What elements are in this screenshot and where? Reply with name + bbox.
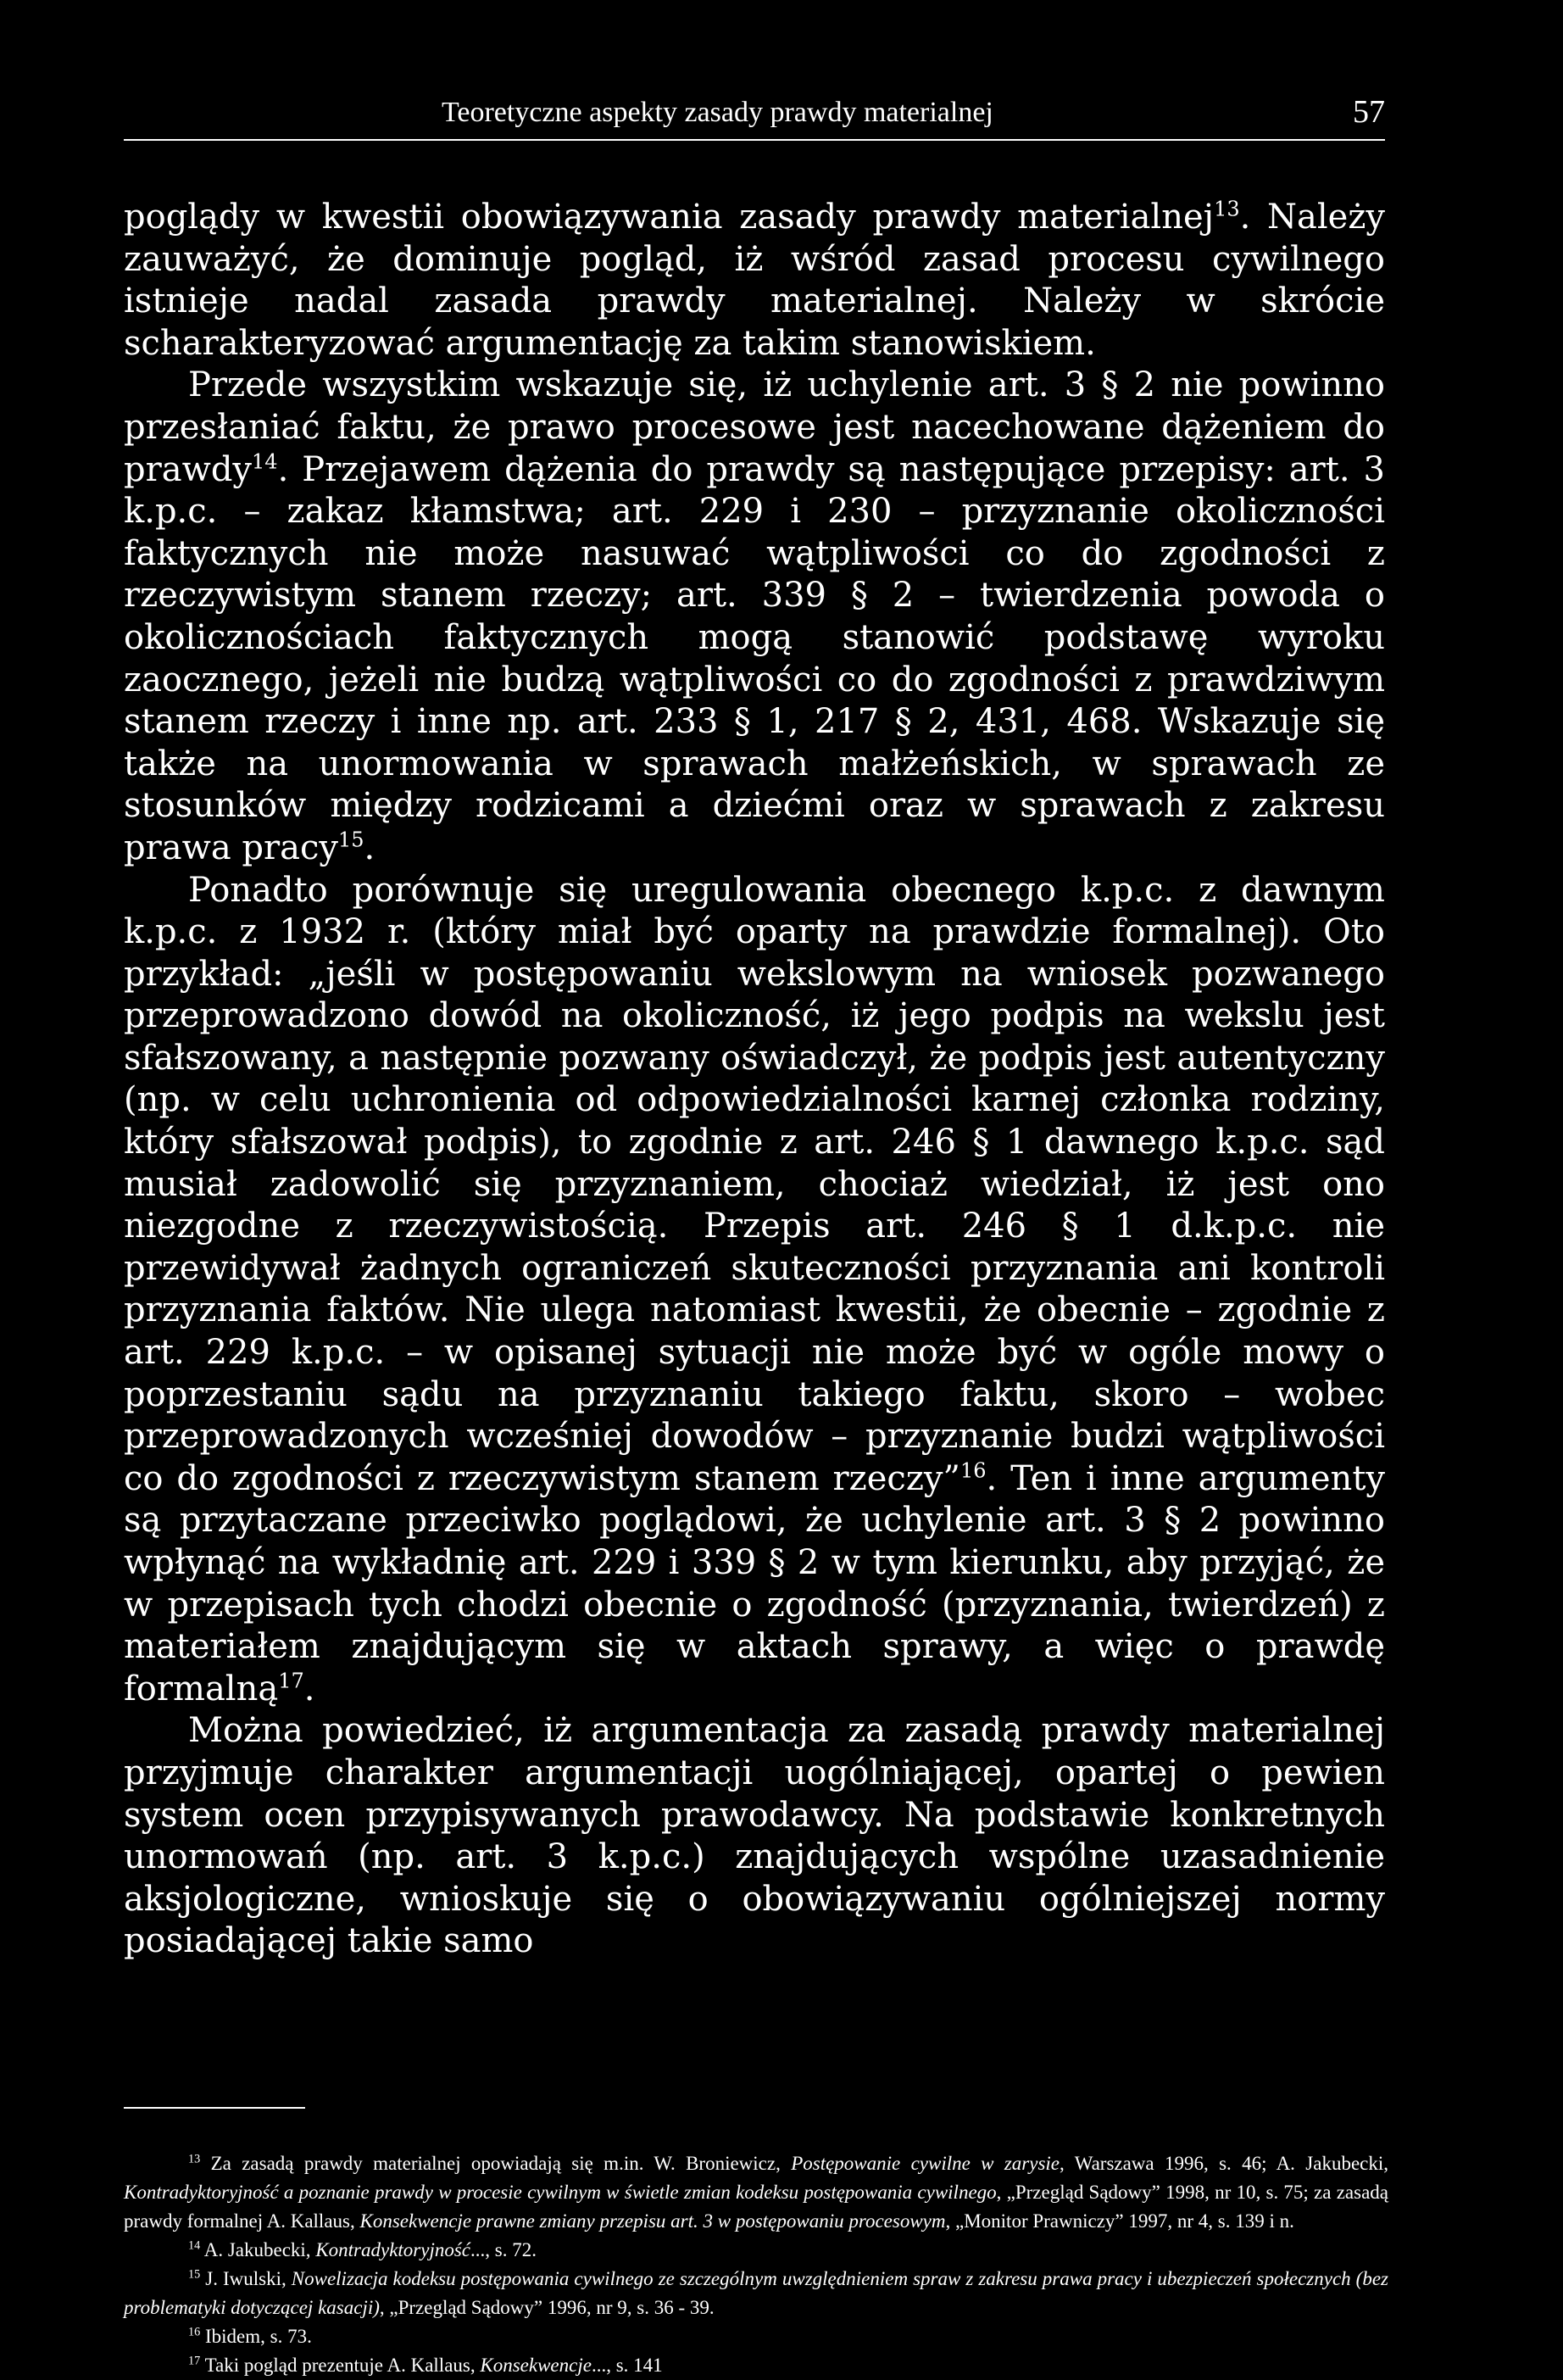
text-run: Taki pogląd prezentuje A. Kallaus, <box>200 2355 481 2376</box>
text-run: poglądy w kwestii obowiązywania zasady prawdy materialnej <box>124 198 1215 237</box>
running-title: Teoretyczne aspekty zasady prawdy materialnej <box>442 97 993 128</box>
footnote-ref: 15 <box>337 828 364 852</box>
text-run: ..., s. 141 <box>591 2355 663 2376</box>
body-paragraph <box>124 1710 1385 1963</box>
italic-title: Konsekwencje prawne zmiany przepisu art. 3 w postępowaniu procesowym <box>359 2210 946 2232</box>
footnote-ref: 13 <box>1214 197 1240 221</box>
footnote-ref: 14 <box>188 2238 201 2253</box>
main-text <box>124 197 1385 1963</box>
text-run: A. Jakubecki, <box>200 2239 316 2260</box>
text-run: Przede wszystkim wskazuje się, iż uchylenie art. 3 § 2 nie powinno przesłaniać faktu, że prawo procesowe jest nacechowane dążeniem do prawdy <box>124 365 1385 489</box>
footnote-ref: 17 <box>188 2354 201 2368</box>
text-run: , „Przegląd Sądowy” 1996, nr 9, s. 36 - 39. <box>379 2297 715 2318</box>
body-paragraph <box>124 870 1385 1711</box>
text-run: Za zasadą prawdy materialnej opowiadają się m.in. W. Broniewicz, <box>200 2153 792 2174</box>
text-run: ..., s. 72. <box>470 2239 537 2260</box>
text-run: Ponadto porównuje się uregulowania obecnego k.p.c. z dawnym k.p.c. z 1932 r. (który miał być oparty na prawdzie formalnej). Oto przykład: „jeśli w postępowaniu wekslowym na wniosek pozwanego przeprowadzono dowód na okoliczność, iż jego podpis na wekslu jest sfałszowany, a następnie pozwany oświadczył, że podpis jest autentyczny (np. w celu uchronienia od odpowiedzialności karnej członka rodziny, który sfałszował podpis), to zgodnie z art. 246 § 1 dawnego k.p.c. sąd musiał zadowolić się przyznaniem, chociaż wiedział, iż jest ono niezgodne z rzeczywistością. Przepis art. 246 § 1 d.k.p.c. nie przewidywał żadnych ograniczeń skuteczności przyznania ani kontroli przyznania faktów. Nie ulega natomiast kwestii, że obecnie – zgodnie z art. 229 k.p.c. – w opisanej sytuacji nie może być w ogóle mowy o poprzestaniu sądu na przyznaniu takiego faktu, skoro – wobec przeprowadzonych wcześniej dowodów – przyznanie budzi wątpliwości co do zgodności z rzeczywistym stanem rzeczy” <box>124 870 1385 1498</box>
body-paragraph <box>124 365 1385 869</box>
footnote-ref: 16 <box>959 1458 987 1483</box>
footnote-ref: 14 <box>252 449 278 474</box>
body-paragraph <box>124 197 1385 365</box>
footnote-ref: 13 <box>188 2152 201 2166</box>
footnote-separator <box>124 2107 305 2109</box>
text-run: . Przejawem dążenia do prawdy są następujące przepisy: art. 3 k.p.c. – zakaz kłamstwa; art. 229 i 230 – przyznanie okoliczności faktycznych nie może nasuwać wątpliwości co do zgodności z rzeczywistym stanem rzeczy; art. 339 § 2 – twierdzenia powoda o okolicznościach faktycznych mogą stanowić podstawę wyroku zaocznego, jeżeli nie budzą wątpliwości co do zgodności z prawdziwym stanem rzeczy i inne np. art. 233 § 1, 217 § 2, 431, 468. Wskazuje się także na unormowania w sprawach małżeńskich, w sprawach ze stosunków między rodzicami a dziećmi oraz w sprawach z zakresu prawa pracy <box>124 449 1385 867</box>
text-run: , Warszawa 1996, s. 46; A. Jakubecki, <box>1060 2153 1388 2174</box>
running-header <box>124 92 1385 141</box>
text-run: . Ten i inne argumenty są przytaczane przeciwko poglądowi, że uchylenie art. 3 § 2 powinno wpłynąć na wykładnię art. 229 i 339 § 2 w tym kierunku, aby przyjąć, że w przepisach tych chodzi obecnie o zgodność (przyznania, twierdzeń) z materiałem znajdującym się w aktach sprawy, a więc o prawdę formalną <box>124 1458 1385 1708</box>
italic-title: Kontradyktoryjność <box>315 2239 471 2260</box>
text-run: Można powiedzieć, iż argumentacja za zasadą prawdy materialnej przyjmuje charakter argumentacji uogólniającej, opartej o pewien system ocen przypisywanych prawodawcy. Na podstawie konkretnych unormowań (np. art. 3 k.p.c.) znajdujących wspólne uzasadnienie aksjologiczne, wnioskuje się o obowiązywaniu ogólniejszej normy posiadającej takie samo <box>124 1711 1385 1961</box>
footnote <box>124 2322 1388 2351</box>
italic-title: Konsekwencje <box>480 2355 592 2376</box>
footnote <box>124 2351 1388 2380</box>
footnote-ref: 15 <box>188 2267 201 2282</box>
text-run: . <box>303 1669 315 1708</box>
text-run: . Należy zauważyć, że dominuje pogląd, iż wśród zasad procesu cywilnego istnieje nadal zasada prawdy materialnej. Należy w skrócie scharakteryzować argumentację za takim stanowiskiem. <box>124 198 1385 363</box>
text-run: , „Przegląd Sądowy” 1998, nr 10, s. 75; za zasadą prawdy formalnej A. Kallaus, <box>124 2182 1389 2232</box>
footnote <box>124 2149 1388 2236</box>
text-run: . <box>364 828 375 867</box>
footnote-ref: 17 <box>278 1669 304 1693</box>
page-number: 57 <box>1353 94 1385 130</box>
italic-title: Postępowanie cywilne w zarysie <box>791 2153 1060 2174</box>
italic-title: Kontradyktoryjność a poznanie prawdy w procesie cywilnym w świetle zmian kodeksu postępowania cywilnego <box>124 2182 997 2203</box>
text-run: , „Monitor Prawniczy” 1997, nr 4, s. 139 i n. <box>945 2210 1294 2232</box>
footnote <box>124 2265 1388 2322</box>
text-run: J. Iwulski, <box>200 2268 292 2289</box>
footnote-ref: 16 <box>188 2325 201 2339</box>
italic-title: Nowelizacja kodeksu postępowania cywilnego ze szczególnym uwzględnieniem spraw z zakresu prawa pracy i ubezpieczeń społecznych (bez problematyki dotyczącej kasacji) <box>124 2268 1389 2318</box>
text-run: Ibidem, s. 73. <box>200 2326 312 2347</box>
footnotes <box>124 2149 1388 2380</box>
footnote <box>124 2236 1388 2265</box>
